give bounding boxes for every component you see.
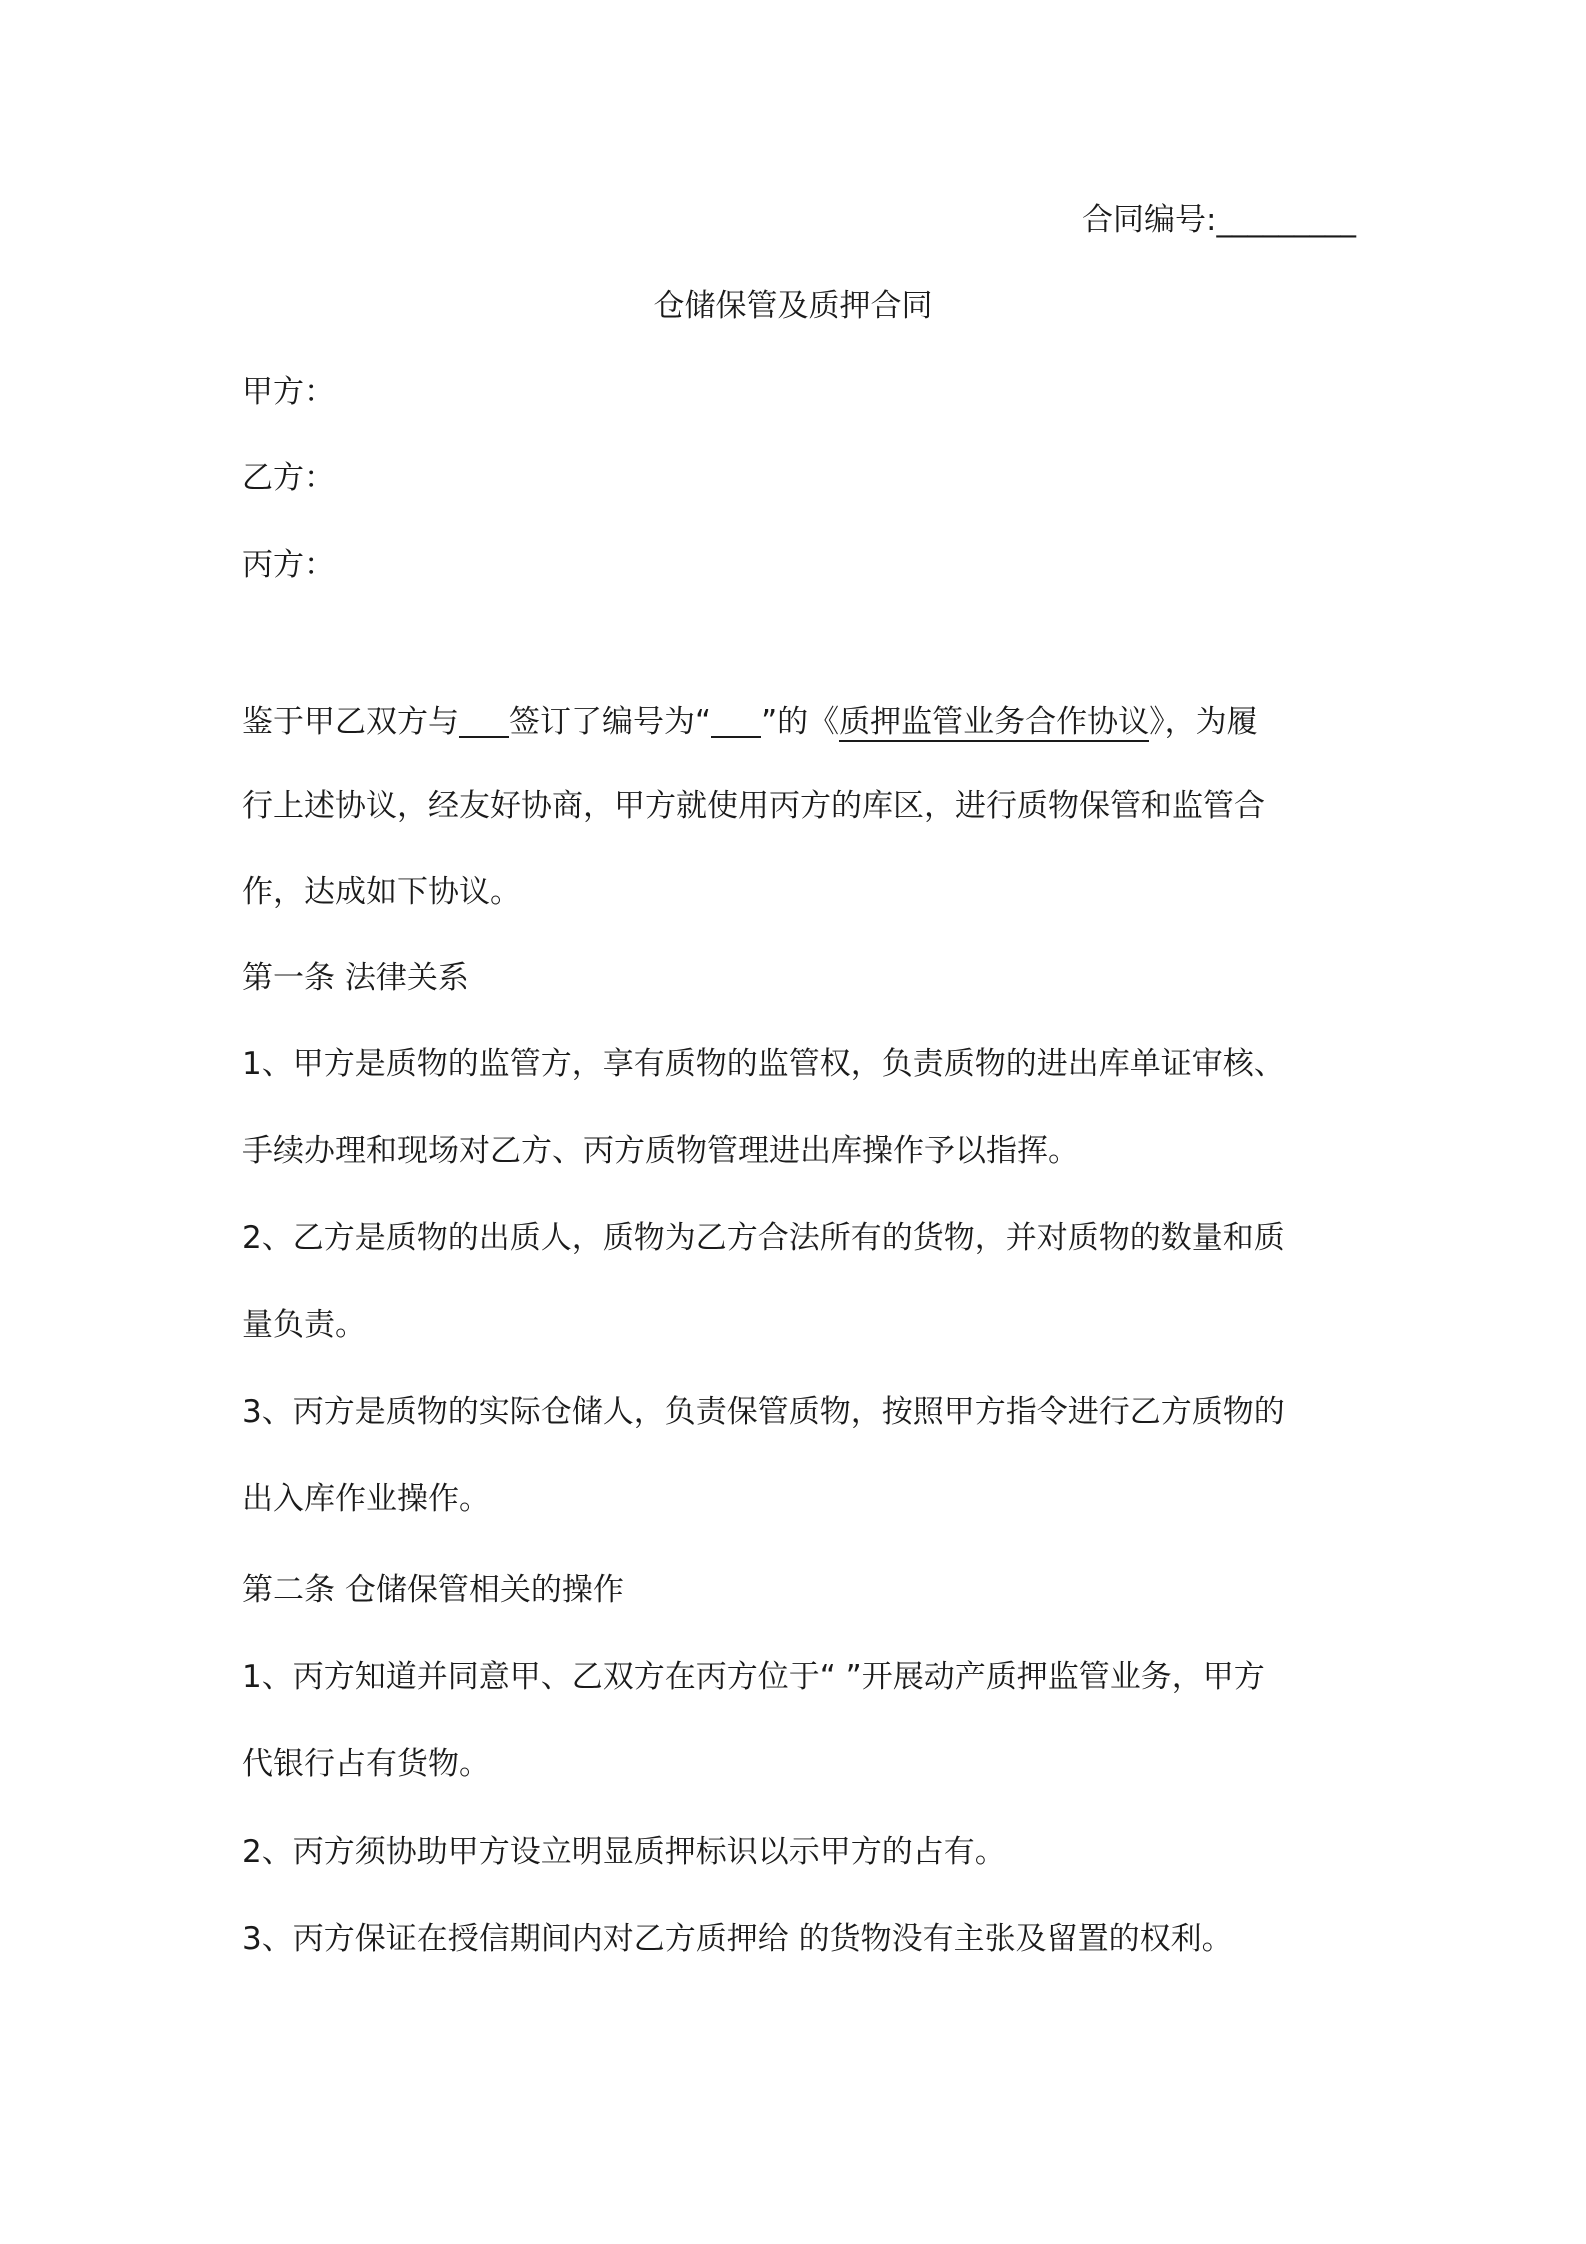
article-1-item-2-line-1: 2、乙方是质物的出质人，质物为乙方合法所有的货物，并对质物的数量和质 xyxy=(242,1220,1285,1256)
document-title: 仓储保管及质押合同 xyxy=(653,288,933,324)
article-1-heading: 第一条 法律关系 xyxy=(242,960,469,996)
contract-number xyxy=(1082,200,1356,240)
number-blank xyxy=(711,704,761,738)
contract-number-blank: _________ xyxy=(1216,202,1356,238)
article-2-item-1-line-2: 代银行占有货物。 xyxy=(242,1746,490,1782)
agreement-name: 质押监管业务合作协议 xyxy=(839,704,1150,740)
preamble-text-a: 鉴于甲乙双方与 xyxy=(242,704,459,740)
preamble-text-b: 签订了编号为“ xyxy=(509,704,712,740)
party-b-label: 乙方： xyxy=(242,460,335,496)
preamble-line-1 xyxy=(242,702,1362,742)
article-1-item-3-line-1: 3、丙方是质物的实际仓储人，负责保管质物，按照甲方指令进行乙方质物的 xyxy=(242,1394,1285,1430)
article-2-heading: 第二条 仓储保管相关的操作 xyxy=(242,1572,624,1608)
article-1-item-2-line-2: 量负责。 xyxy=(242,1307,366,1343)
article-2-item-2: 2、丙方须协助甲方设立明显质押标识以示甲方的占有。 xyxy=(242,1834,1006,1870)
article-2-item-3: 3、丙方保证在授信期间内对乙方质押给 的货物没有主张及留置的权利。 xyxy=(242,1921,1233,1957)
party-blank xyxy=(459,704,509,738)
article-1-item-1-line-2: 手续办理和现场对乙方、丙方质物管理进出库操作予以指挥。 xyxy=(242,1133,1079,1169)
article-1-item-1-line-1: 1、甲方是质物的监管方，享有质物的监管权，负责质物的进出库单证审核、 xyxy=(242,1046,1285,1082)
preamble-text-c: ”的《 xyxy=(761,704,840,740)
article-2-item-1-line-1: 1、丙方知道并同意甲、乙双方在丙方位于“ ”开展动产质押监管业务，甲方 xyxy=(242,1659,1265,1695)
preamble-text-d: 》，为履 xyxy=(1149,704,1258,740)
party-c-label: 丙方： xyxy=(242,547,335,583)
article-1-item-3-line-2: 出入库作业操作。 xyxy=(242,1481,490,1517)
contract-number-label: 合同编号: xyxy=(1082,202,1217,238)
preamble-line-2: 行上述协议，经友好协商，甲方就使用丙方的库区，进行质物保管和监管合 xyxy=(242,788,1265,824)
preamble-line-3: 作，达成如下协议。 xyxy=(242,874,521,910)
party-a-label: 甲方： xyxy=(242,374,335,410)
